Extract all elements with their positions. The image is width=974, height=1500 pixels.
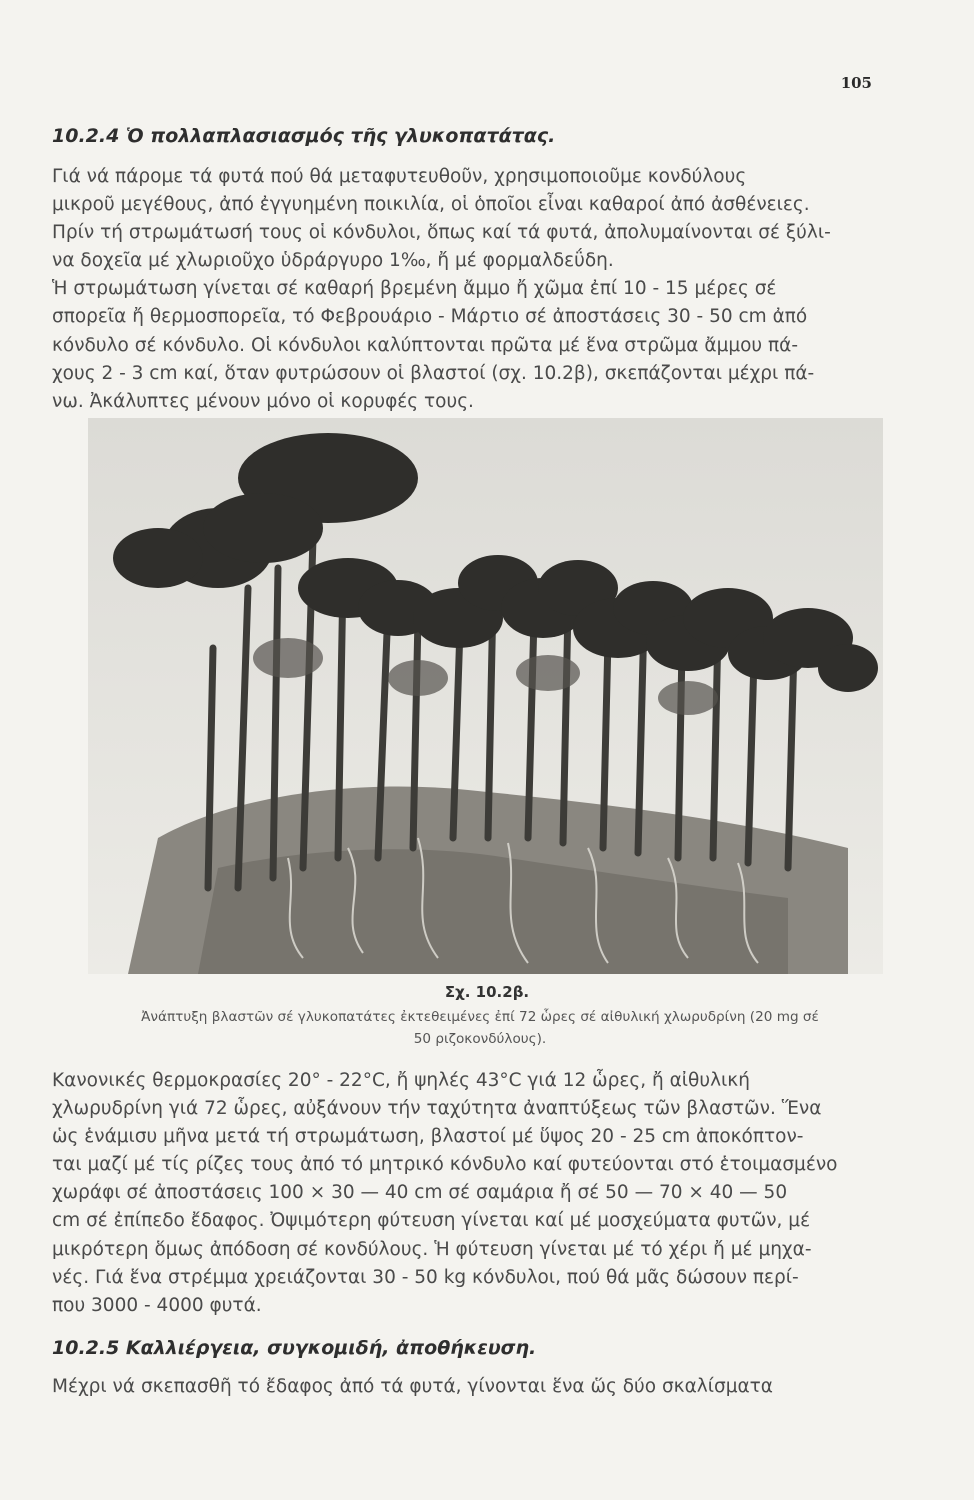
figure-caption [40,1006,920,1050]
text-line: χλωρυδρίνη γιά 72 ὧρες, αὐξάνουν τήν ταχύτητα ἀναπτύξεως τῶν βλαστῶν. Ἕνα [52,1098,822,1120]
text-line: Μέχρι νά σκεπασθῆ τό ἔδαφος ἀπό τά φυτά, γίνονται ἕνα ὥς δύο σκαλίσματα [52,1376,773,1397]
caption-line: Ἀνάπτυξη βλαστῶν σέ γλυκοπατάτες ἐκτεθειμένες ἐπί 72 ὧρες σέ αἰθυλική χλωρυδρίνη (20 mg σέ [141,1009,819,1025]
figure-label: Σχ. 10.2β. [444,983,530,1001]
text-line: μικρότερη ὅμως ἀπόδοση σέ κονδύλους. Ἡ φύτευση γίνεται μέ τό χέρι ἤ μέ μηχα- [52,1238,812,1260]
text-line: που 3000 - 4000 φυτά. [52,1294,262,1316]
sweet-potato-sprouts-photo [88,418,883,974]
paragraph-2-body [52,1067,874,1320]
text-line: κόνδυλο σέ κόνδυλο. Οἱ κόνδυλοι καλύπτονται πρῶτα μέ ἕνα στρῶμα ἄμμου πά- [52,334,799,356]
text-line: cm σέ ἐπίπεδο ἔδαφος. Ὀψιμότερη φύτευση γίνεται καί μέ μοσχεύματα φυτῶν, μέ [52,1210,811,1232]
text-line: σπορεῖα ἤ θερμοσπορεῖα, τό Φεβρουάριο - Μάρτιο σέ ἀποστάσεις 30 - 50 cm ἀπό [52,306,808,328]
text-line: χωράφι σέ ἀποστάσεις 100 × 30 — 40 cm σέ σαμάρια ἤ σέ 50 — 70 × 40 — 50 [52,1182,788,1204]
text-line: χους 2 - 3 cm καί, ὅταν φυτρώσουν οἱ βλαστοί (σχ. 10.2β), σκεπάζονται μέχρι πά- [52,362,815,384]
text-line: ται μαζί μέ τίς ρίζες τους ἀπό τό μητρικό κόνδυλο καί φυτεύονται στό ἑτοιμασμένο [52,1154,838,1176]
text-line: Γιά νά πάρομε τά φυτά πού θά μεταφυτευθοῦν, χρησιμοποιοῦμε κονδύλους [52,166,747,187]
section-heading-10-2-5: 10.2.5 Καλλιέργεια, συγκομιδή, ἀποθήκευση. [52,1337,537,1359]
section-heading-10-2-4: 10.2.4 Ὁ πολλαπλασιασμός τῆς γλυκοπατάτας. [52,125,556,147]
section-2-body [52,1373,874,1401]
section-1-body [52,163,874,416]
text-line: νές. Γιά ἕνα στρέμμα χρειάζονται 30 - 50 kg κόνδυλοι, πού θά μᾶς δώσουν περί- [52,1266,799,1288]
text-line: ὡς ἑνάμισυ μῆνα μετά τή στρωμάτωση, βλαστοί μέ ὕψος 20 - 25 cm ἀποκόπτον- [52,1126,804,1148]
text-line: Πρίν τή στρωμάτωσή τους οἱ κόνδυλοι, ὅπως καί τά φυτά, ἀπολυμαίνονται σέ ξύλι- [52,222,831,244]
text-line: Κανονικές θερμοκρασίες 20° - 22°C, ἤ ψηλές 43°C γιά 12 ὧρες, ἤ αἰθυλική [52,1070,750,1091]
page-number: 105 [840,74,872,92]
text-line: Ἡ στρωμάτωση γίνεται σέ καθαρή βρεμένη ἄμμο ἤ χῶμα ἐπί 10 - 15 μέρες σέ [52,278,777,300]
text-line: μικροῦ μεγέθους, ἀπό ἐγγυημένη ποικιλία, οἱ ὁποῖοι εἶναι καθαροί ἀπό ἀσθένειες. [52,194,810,216]
caption-line: 50 ριζοκονδύλους). [413,1031,547,1047]
text-line: νω. Ἀκάλυπτες μένουν μόνο οἱ κορυφές τους. [52,390,474,412]
text-line: να δοχεῖα μέ χλωριοῦχο ὑδράργυρο 1‰, ἤ μέ φορμαλδεΰδη. [52,250,614,272]
